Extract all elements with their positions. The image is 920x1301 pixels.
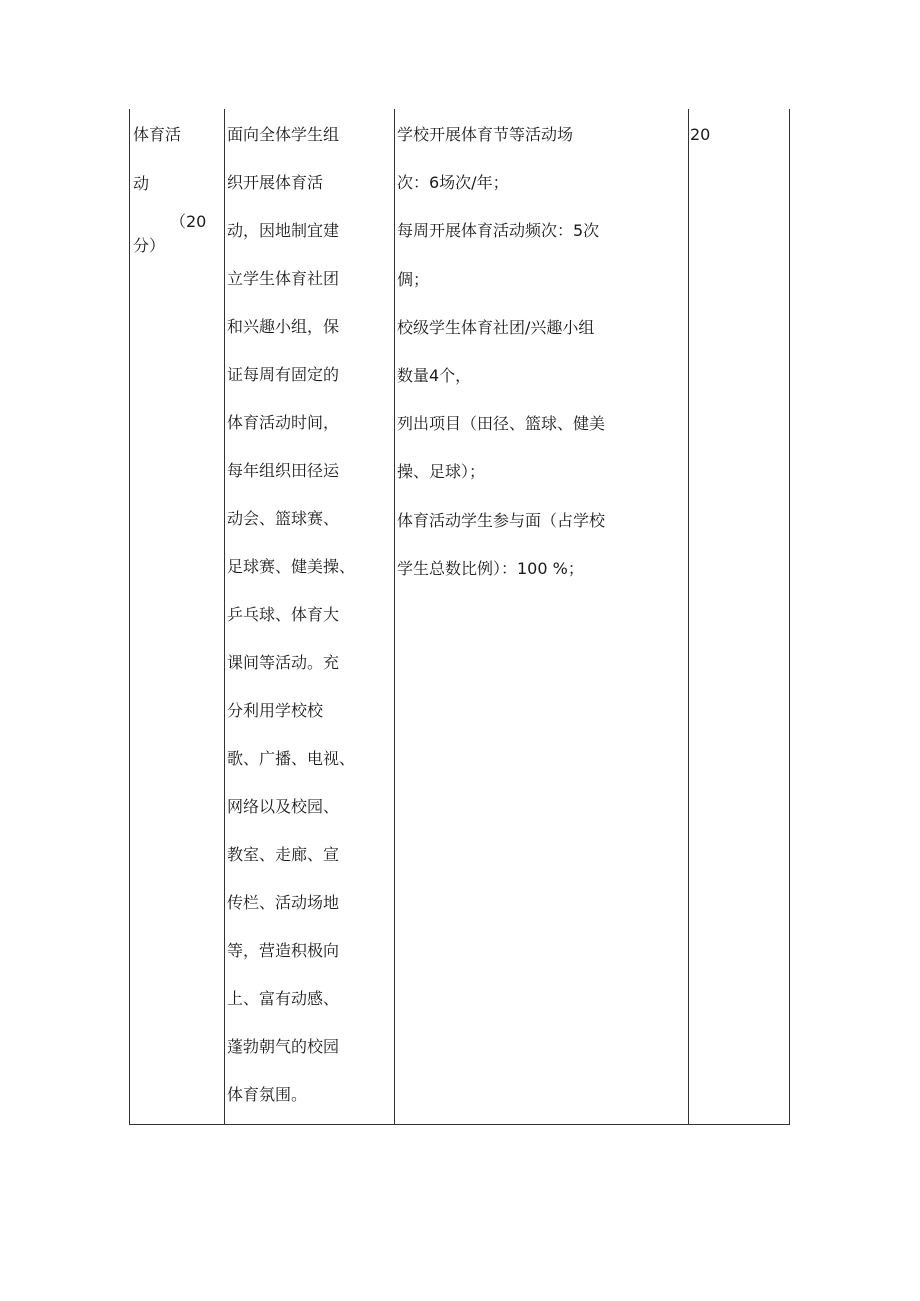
text-line: 数量4个， <box>397 366 472 385</box>
text-line: 动会、篮球赛、 <box>227 509 340 528</box>
text-line: 面向全体学生组 <box>227 125 340 144</box>
category-label-line: 体育活 <box>133 125 182 144</box>
text-line: 网络以及校园、 <box>227 797 340 816</box>
text-line: 体育活动学生参与面（占学校 <box>397 510 606 530</box>
column-divider <box>394 109 395 1124</box>
column-divider <box>224 109 225 1124</box>
text-line: 体育活动时间， <box>227 413 340 432</box>
text-line: 学生总数比例）：100 %； <box>397 558 584 578</box>
text-line: 织开展体育活 <box>227 173 324 192</box>
text-line: 歌、广播、电视、 <box>227 749 356 768</box>
text-line: 课间等活动。充 <box>227 653 340 672</box>
text-line: 教室、走廊、宣 <box>227 845 340 864</box>
text-line: 体育氛围。 <box>227 1085 308 1104</box>
text-line: 列出项目（田径、篮球、健美 <box>397 414 606 434</box>
score-value: 20 <box>690 125 711 144</box>
text-line: 次：6场次/年； <box>397 173 509 193</box>
text-line: 传栏、活动场地 <box>227 893 340 912</box>
text-line: 足球赛、健美操、 <box>227 557 356 576</box>
text-line: 上、富有动感、 <box>227 989 340 1008</box>
text-line: 动，因地制宜建 <box>227 221 340 240</box>
text-line: 学校开展体育节等活动场 <box>397 125 574 144</box>
category-points-line: （20 <box>170 212 207 231</box>
text-line: 分利用学校校 <box>227 701 324 720</box>
category-points-line: 分） <box>133 236 166 255</box>
text-line: 操、足球）； <box>397 462 486 482</box>
text-line: 校级学生体育社团/兴趣小组 <box>397 317 595 337</box>
text-line: 和兴趣小组，保 <box>227 317 340 336</box>
text-line: 证每周有固定的 <box>227 365 340 384</box>
text-line: 等，营造积极向 <box>227 941 340 960</box>
text-line: 倜； <box>397 269 430 289</box>
text-line: 每年组织田径运 <box>227 461 340 480</box>
text-line: 立学生体育社团 <box>227 269 340 288</box>
category-label-line: 动 <box>133 174 150 193</box>
text-line: 乒乓球、体育大 <box>227 605 340 624</box>
column-divider <box>688 109 689 1124</box>
text-line: 蓬勃朝气的校园 <box>227 1037 340 1056</box>
evaluation-table <box>129 109 790 1125</box>
text-line: 每周开展体育活动频次：5次 <box>397 221 600 241</box>
